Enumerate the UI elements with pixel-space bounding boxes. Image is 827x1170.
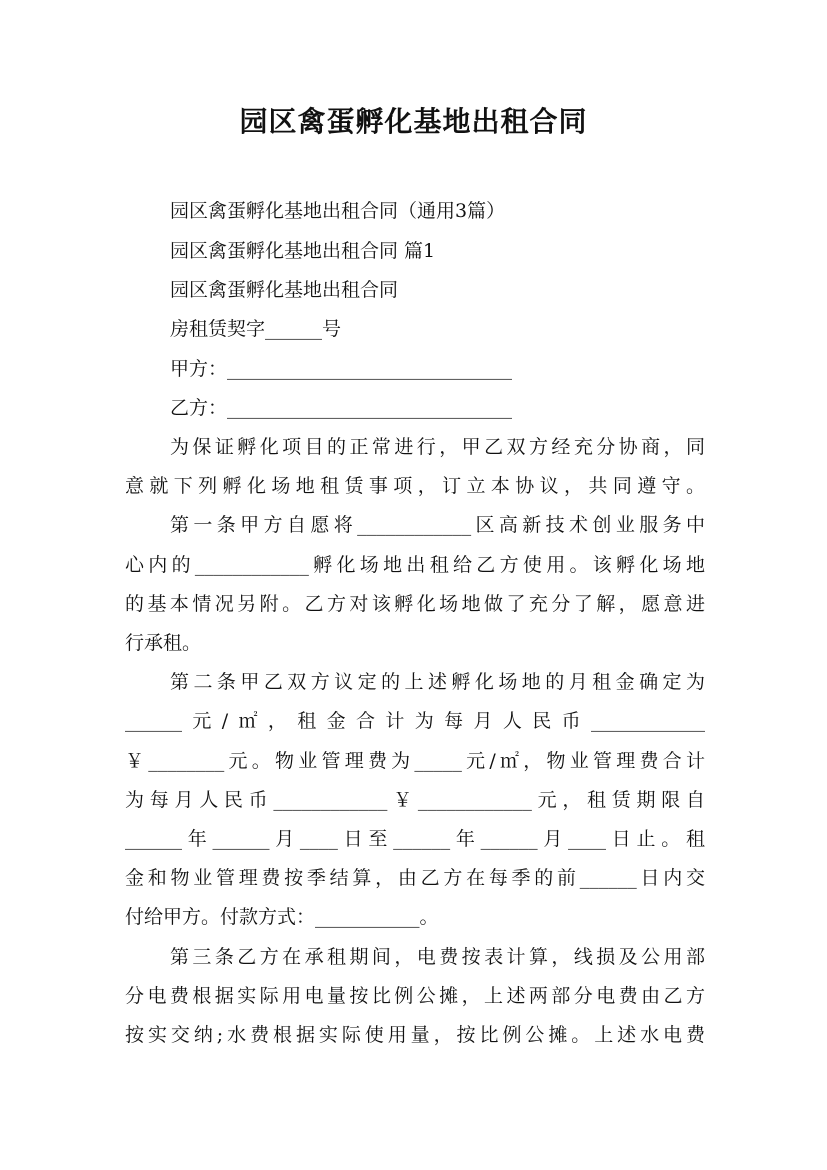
article-2-line: 为每月人民币____________￥____________元，租赁期限自 bbox=[125, 789, 705, 811]
article-3-line: 第三条乙方在承租期间，电费按表计算，线损及公用部 bbox=[170, 946, 705, 968]
preamble-line: 为保证孵化项目的正常进行，甲乙双方经充分协商，同 bbox=[170, 436, 705, 458]
subtitle-line: 园区禽蛋孵化基地出租合同（通用3篇） bbox=[170, 200, 506, 222]
article-1-line: 的基本情况另附。乙方对该孵化场地做了充分了解，愿意进 bbox=[125, 593, 705, 615]
article-2-line: 付给甲方。付款方式：___________。 bbox=[125, 906, 439, 928]
preamble-line: 意就下列孵化场地租赁事项，订立本协议，共同遵守。 bbox=[125, 475, 705, 497]
article-2-line: ______年______月____日至______年______月____日止。租 bbox=[125, 828, 705, 850]
article-3-line: 分电费根据实际用电量按比例公摊，上述两部分电费由乙方 bbox=[125, 985, 705, 1007]
article-2-line: 第二条甲乙双方议定的上述孵化场地的月租金确定为 bbox=[170, 671, 705, 693]
article-2-line: ______元/㎡，租金合计为每月人民币____________ bbox=[125, 710, 705, 732]
document-title: 园区禽蛋孵化基地出租合同 bbox=[239, 105, 588, 138]
article-1-line: 第一条甲方自愿将____________区高新技术创业服务中 bbox=[170, 514, 705, 536]
article-1-line: 行承租。 bbox=[125, 632, 202, 654]
article-2-line: ￥________元。物业管理费为_____元/㎡，物业管理费合计 bbox=[125, 750, 705, 772]
section-heading: 园区禽蛋孵化基地出租合同 篇1 bbox=[170, 240, 436, 262]
contract-name-line: 园区禽蛋孵化基地出租合同 bbox=[170, 279, 399, 301]
article-2-line: 金和物业管理费按季结算，由乙方在每季的前______日内交 bbox=[125, 867, 705, 889]
party-a-line: 甲方：______________________________ bbox=[170, 358, 513, 380]
contract-number-line: 房租赁契字______号 bbox=[170, 318, 342, 340]
party-b-line: 乙方：______________________________ bbox=[170, 397, 513, 419]
article-1-line: 心内的____________孵化场地出租给乙方使用。该孵化场地 bbox=[125, 554, 705, 576]
article-3-line: 按实交纳;水费根据实际使用量，按比例公摊。上述水电费 bbox=[125, 1024, 705, 1046]
